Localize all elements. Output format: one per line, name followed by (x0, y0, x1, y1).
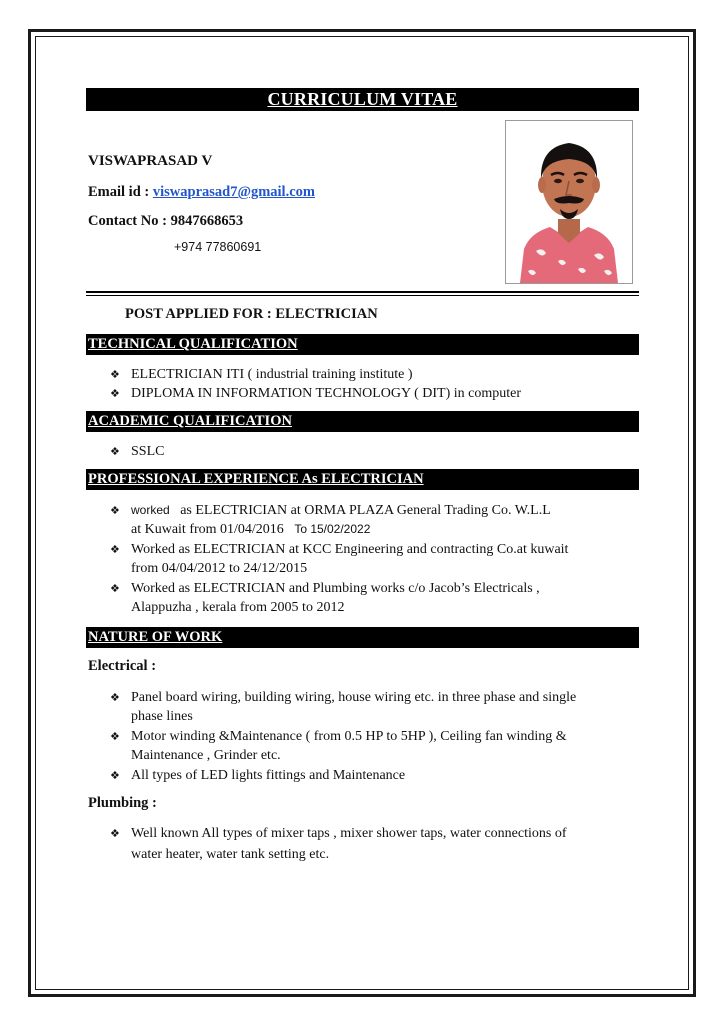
experience-1-line-1: as ELECTRICIAN at ORMA PLAZA General Trading Co. W.L.L (180, 503, 551, 518)
experience-3-line-1: Worked as ELECTRICIAN and Plumbing works c/o Jacob’s Electricals , (131, 581, 540, 596)
contact-number: 9847668653 (170, 213, 244, 229)
bullet-icon: ❖ (110, 582, 120, 595)
contact-line (88, 213, 243, 230)
electrical-2-line-2: Maintenance , Grinder etc. (131, 748, 281, 763)
electrical-label: Electrical : (88, 658, 157, 674)
bullet-icon: ❖ (110, 543, 120, 556)
electrical-3-line-1: All types of LED lights fittings and Maintenance (131, 768, 406, 783)
bullet-icon: ❖ (110, 368, 120, 381)
experience-1-line-2a: at Kuwait from 01/04/2016 (131, 522, 284, 537)
list-item-text (131, 501, 551, 520)
list-item-text: DIPLOMA IN INFORMATION TECHNOLOGY ( DIT) in computer (131, 386, 522, 401)
electrical-2-line-1: Motor winding &Maintenance ( from 0.5 HP to 5HP ), Ceiling fan winding & (131, 729, 567, 744)
experience-3-line-2: Alappuzha , kerala from 2005 to 2012 (131, 600, 345, 615)
section-technical (86, 334, 639, 355)
list-item-text: ELECTRICIAN ITI ( industrial training institute ) (131, 367, 413, 382)
contact-label: Contact No : (88, 213, 167, 229)
experience-2-line-1: Worked as ELECTRICIAN at KCC Engineering and contracting Co.at kuwait (131, 542, 569, 557)
bullet-icon: ❖ (110, 769, 120, 782)
header-divider-thin (86, 295, 639, 296)
experience-2-line-2: from 04/04/2012 to 24/12/2015 (131, 561, 308, 576)
worked-word: worked (131, 503, 170, 517)
email-label: Email id : (88, 184, 150, 200)
post-applied: POST APPLIED FOR : ELECTRICIAN (125, 306, 378, 322)
section-academic-heading: ACADEMIC QUALIFICATION (88, 413, 292, 429)
list-item-text (131, 520, 370, 539)
header-divider (86, 291, 639, 293)
plumbing-label: Plumbing : (88, 795, 157, 811)
contact-number-2: +974 77860691 (174, 240, 262, 254)
email-link[interactable]: viswaprasad7@gmail.com (152, 184, 315, 200)
list-item-text: SSLC (131, 444, 165, 459)
applicant-name: VISWAPRASAD V (88, 153, 213, 169)
section-experience-heading: PROFESSIONAL EXPERIENCE As ELECTRICIAN (88, 471, 424, 487)
experience-1-line-2b: To 15/02/2022 (294, 522, 371, 536)
section-academic (86, 411, 639, 432)
section-nature-heading: NATURE OF WORK (88, 629, 223, 645)
document-title: CURRICULUM VITAE (86, 88, 639, 111)
bullet-icon: ❖ (110, 445, 120, 458)
bullet-icon: ❖ (110, 387, 120, 400)
section-nature (86, 627, 639, 648)
plumbing-1-line-2: water heater, water tank setting etc. (131, 847, 330, 862)
bullet-icon: ❖ (110, 827, 120, 840)
section-experience (86, 469, 639, 490)
electrical-1-line-1: Panel board wiring, building wiring, house wiring etc. in three phase and single (131, 690, 577, 705)
email-line (88, 184, 315, 201)
bullet-icon: ❖ (110, 730, 120, 743)
bullet-icon: ❖ (110, 504, 120, 517)
profile-photo (505, 120, 633, 284)
electrical-1-line-2: phase lines (131, 709, 193, 724)
section-technical-heading: TECHNICAL QUALIFICATION (88, 336, 298, 352)
plumbing-1-line-1: Well known All types of mixer taps , mixer shower taps, water connections of (131, 826, 567, 841)
bullet-icon: ❖ (110, 691, 120, 704)
